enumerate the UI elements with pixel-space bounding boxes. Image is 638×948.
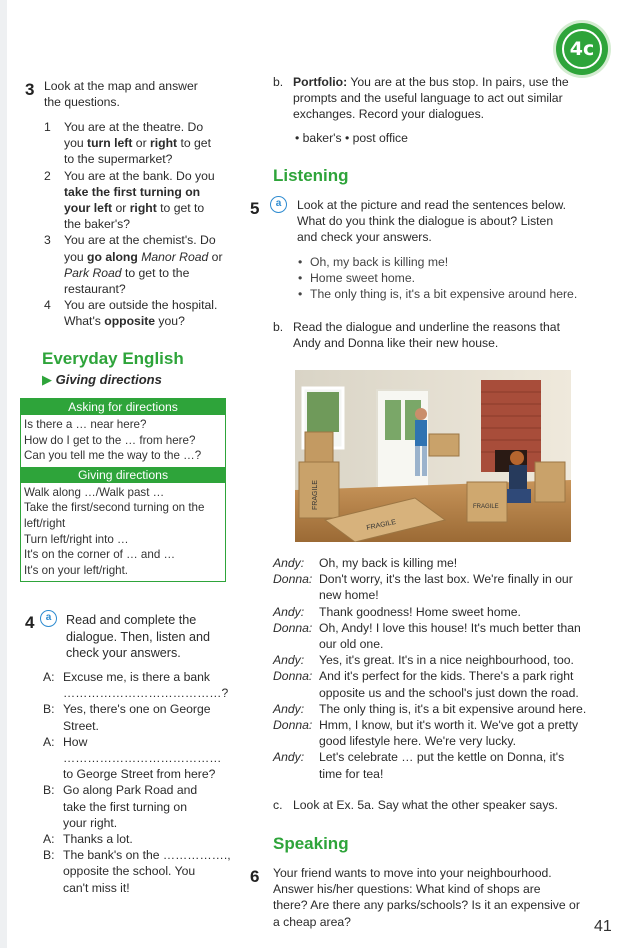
ex4-number: 4 <box>25 613 35 632</box>
line: your right. <box>63 815 118 830</box>
dialogue-line <box>273 652 595 668</box>
question-line: take the first turning on <box>64 184 201 199</box>
ex4-dialogue-line <box>43 734 233 783</box>
unit-badge <box>556 23 608 75</box>
fragile-label: FRAGILE <box>365 518 397 532</box>
everyday-english-title: Everyday English <box>42 349 184 368</box>
dialogue-line <box>273 620 595 652</box>
ex5b-instruction <box>293 319 593 351</box>
question-number: 3 <box>44 233 51 248</box>
question-line: Park Road to get to the <box>64 265 190 280</box>
giving-phrase: It's on your left/right. <box>24 563 129 577</box>
ex4-audio[interactable] <box>40 610 60 628</box>
ex4-part-letter: a <box>45 612 52 624</box>
speaker-text <box>319 604 595 620</box>
speaker-text <box>63 701 233 733</box>
speaker-text <box>319 652 595 668</box>
ex5-part-letter: a <box>275 198 282 210</box>
question-line: you go along Manor Road or <box>64 249 223 264</box>
speaker-text <box>319 571 595 603</box>
dialogue-line <box>273 749 595 781</box>
giving-phrase: Take the first/second turning on the <box>24 501 205 515</box>
line: Street. <box>63 718 99 733</box>
giving-phrase: left/right <box>24 516 66 530</box>
line: Yes, it's great. It's in a nice neighbourhood, too. <box>319 653 574 668</box>
asking-phrase: Can you tell me the way to the …? <box>24 449 202 463</box>
directions-box <box>20 398 226 582</box>
line: The only thing is, it's a bit expensive around here. <box>319 701 587 716</box>
ex3-question <box>44 232 224 297</box>
ex3-instruction-line: Look at the map and answer <box>44 79 198 93</box>
line: Oh, my back is killing me! <box>319 556 458 570</box>
ex5-number: 5 <box>250 199 260 218</box>
ex3-question <box>44 297 224 329</box>
subtitle-text: Giving directions <box>55 372 162 387</box>
question-line: you turn left or right to get <box>64 136 211 151</box>
line: …………………………………? <box>63 686 229 701</box>
ex6-line: there? Are there any parks/schools? Is it an expensive or <box>273 898 580 913</box>
speaker-text <box>319 668 595 700</box>
speaker-label: Donna: <box>273 718 313 733</box>
line: to George Street from here? <box>63 767 216 782</box>
line: Hmm, I know, but it's worth it. We've got a pretty <box>319 718 579 733</box>
line: time for tea! <box>319 766 384 781</box>
fragile-label: FRAGILE <box>473 504 499 510</box>
ex3-instruction <box>44 78 234 110</box>
line: Go along Park Road and <box>63 783 198 798</box>
speaker-label: Andy: <box>273 750 305 765</box>
dialogue-line <box>273 717 595 749</box>
question-line: You are at the theatre. Do <box>64 120 204 134</box>
line: Thank goodness! Home sweet home. <box>319 604 521 619</box>
everyday-english-subtitle <box>42 372 162 388</box>
ex3-instruction-line: the questions. <box>44 95 120 110</box>
portfolio-line: Portfolio: You are at the bus stop. In pairs, use the <box>293 75 569 89</box>
speaker-label: Donna: <box>273 572 313 587</box>
portfolio-line: exchanges. Record your dialogues. <box>293 107 485 122</box>
line: The bank's on the ……………., <box>63 848 231 863</box>
ex6-line: Answer his/her questions: What kind of shops are <box>273 882 541 897</box>
ex3-number: 3 <box>25 80 35 99</box>
speaker-label: Donna: <box>273 669 313 684</box>
ex4-dialogue <box>43 669 233 896</box>
line: good lifestyle here. We're very lucky. <box>319 734 516 749</box>
question-line: to the supermarket? <box>64 152 173 167</box>
speaker-text <box>63 734 233 783</box>
speaker-label: Andy: <box>273 653 305 668</box>
line: Oh, Andy! I love this house! It's much better than <box>319 620 581 635</box>
speaker-label: A: <box>43 832 55 847</box>
portfolio-prompts: • baker's • post office <box>295 131 408 145</box>
ex3-question <box>44 168 224 233</box>
question-line: You are at the bank. Do you <box>64 168 215 183</box>
speaker-label: Andy: <box>273 604 305 619</box>
question-number: 2 <box>44 168 51 183</box>
speaker-label: Donna: <box>273 620 313 635</box>
ex6-line: a cheap area? <box>273 914 351 929</box>
giving-phrase: It's on the corner of … and … <box>24 548 176 562</box>
line: How ………………………………… <box>63 734 222 766</box>
giving-phrase: Turn left/right into … <box>24 532 129 546</box>
ex3-question <box>44 119 224 168</box>
speaker-text <box>319 701 595 717</box>
line: Excuse me, is there a bank <box>63 670 210 684</box>
ex5-sentence-list <box>296 254 596 303</box>
listening-title: Listening <box>273 166 349 185</box>
line: opposite the school. You <box>63 864 196 879</box>
dialogue-line <box>273 555 595 571</box>
ex4-instruction-line: dialogue. Then, listen and <box>66 629 211 644</box>
ex6-instruction <box>273 865 603 930</box>
line: opposite us and the school's just down the road. <box>319 685 579 700</box>
ex6-number: 6 <box>250 867 260 886</box>
line: Don't worry, it's the last box. We're finally in our <box>319 572 573 587</box>
speaker-text <box>63 847 233 896</box>
dialogue-line <box>273 701 595 717</box>
question-line: restaurant? <box>64 282 126 297</box>
speaker-label: B: <box>43 848 55 863</box>
dialogue-line <box>273 604 595 620</box>
speaker-label: B: <box>43 783 55 798</box>
line: new home! <box>319 588 379 603</box>
asking-phrase: How do I get to the … from here? <box>24 433 196 447</box>
ex5-sentence: • Oh, my back is killing me! <box>296 254 596 270</box>
ex5b-line: Read the dialogue and underline the reasons that <box>293 320 560 334</box>
ex4-instruction-line: Read and complete the <box>66 613 197 627</box>
question-line: You are at the chemist's. Do <box>64 233 216 248</box>
ex5c-letter: c. <box>273 798 283 812</box>
speaker-text <box>319 620 595 652</box>
andy-donna-dialogue <box>273 555 595 782</box>
portfolio-instruction <box>293 74 593 123</box>
portfolio-line: prompts and the useful language to act out similar <box>293 91 563 106</box>
question-number: 4 <box>44 298 51 313</box>
ex4-dialogue-line <box>43 782 233 831</box>
line: our old one. <box>319 637 384 652</box>
question-number: 1 <box>44 120 51 134</box>
fragile-label: FRAGILE <box>312 480 319 510</box>
speaking-title: Speaking <box>273 834 349 853</box>
speaker-label: A: <box>43 734 55 749</box>
arrow-right-icon: ▶ <box>42 372 52 387</box>
giving-directions-header: Giving directions <box>21 467 225 483</box>
speaker-label: Andy: <box>273 556 305 570</box>
asking-directions-list <box>21 415 225 467</box>
dialogue-line <box>273 571 595 603</box>
portfolio-letter: b. <box>273 75 284 89</box>
asking-directions-header: Asking for directions <box>21 399 225 415</box>
line: Yes, there's one on George <box>63 702 211 717</box>
ex5c-instruction: Look at Ex. 5a. Say what the other speaker says. <box>293 798 558 812</box>
question-line: What's opposite you? <box>64 314 185 329</box>
speaker-text <box>63 782 233 831</box>
speaker-label: A: <box>43 670 55 684</box>
moving-house-photo <box>295 370 571 542</box>
audio-cd-icon <box>40 610 57 627</box>
question-line: the baker's? <box>64 217 131 232</box>
ex3-question-list <box>44 119 224 330</box>
ex5-instruction-line: What do you think the dialogue is about? Listen <box>297 214 554 229</box>
line: Thanks a lot. <box>63 832 133 847</box>
ex4-dialogue-line <box>43 831 233 847</box>
line: take the first turning on <box>63 799 187 814</box>
giving-phrase: Walk along …/Walk past … <box>24 485 165 499</box>
ex5b-line: Andy and Donna like their new house. <box>293 336 499 351</box>
dialogue-line <box>273 668 595 700</box>
speaker-text <box>319 555 595 571</box>
asking-phrase: Is there a … near here? <box>24 418 147 431</box>
ex4-dialogue-line <box>43 669 233 701</box>
page-number: 41 <box>594 918 612 935</box>
audio-cd-icon <box>270 196 287 213</box>
unit-badge-label: 4c <box>562 29 602 69</box>
ex6-line: Your friend wants to move into your neighbourhood. <box>273 866 552 880</box>
ex5-instruction-line: Look at the picture and read the sentences below. <box>297 198 566 212</box>
ex4-instruction-line: check your answers. <box>66 646 181 660</box>
ex4-dialogue-line <box>43 847 233 896</box>
ex5b-letter: b. <box>273 320 284 334</box>
line: can't miss it! <box>63 880 130 895</box>
ex5-sentence: • Home sweet home. <box>296 270 596 286</box>
speaker-text <box>319 749 595 781</box>
speaker-label: Andy: <box>273 701 305 716</box>
speaker-text <box>319 717 595 749</box>
question-line: your left or right to get to <box>64 201 205 216</box>
giving-directions-list <box>21 483 225 582</box>
page-edge <box>0 0 7 948</box>
ex4-dialogue-line <box>43 701 233 733</box>
ex5-audio[interactable] <box>270 196 290 214</box>
ex4-instruction <box>66 612 236 662</box>
ex5-sentence: • The only thing is, it's a bit expensive around here. <box>296 286 596 302</box>
line: And it's perfect for the kids. There's a park right <box>319 669 574 684</box>
ex5-instruction-line: and check your answers. <box>297 230 432 245</box>
photo-illustration <box>295 370 571 542</box>
speaker-label: B: <box>43 702 55 717</box>
question-line: You are outside the hospital. <box>64 298 218 313</box>
speaker-text <box>63 831 233 847</box>
line: Let's celebrate … put the kettle on Donna, it's <box>319 750 565 765</box>
speaker-text <box>63 669 233 701</box>
ex5-instruction <box>297 197 597 246</box>
